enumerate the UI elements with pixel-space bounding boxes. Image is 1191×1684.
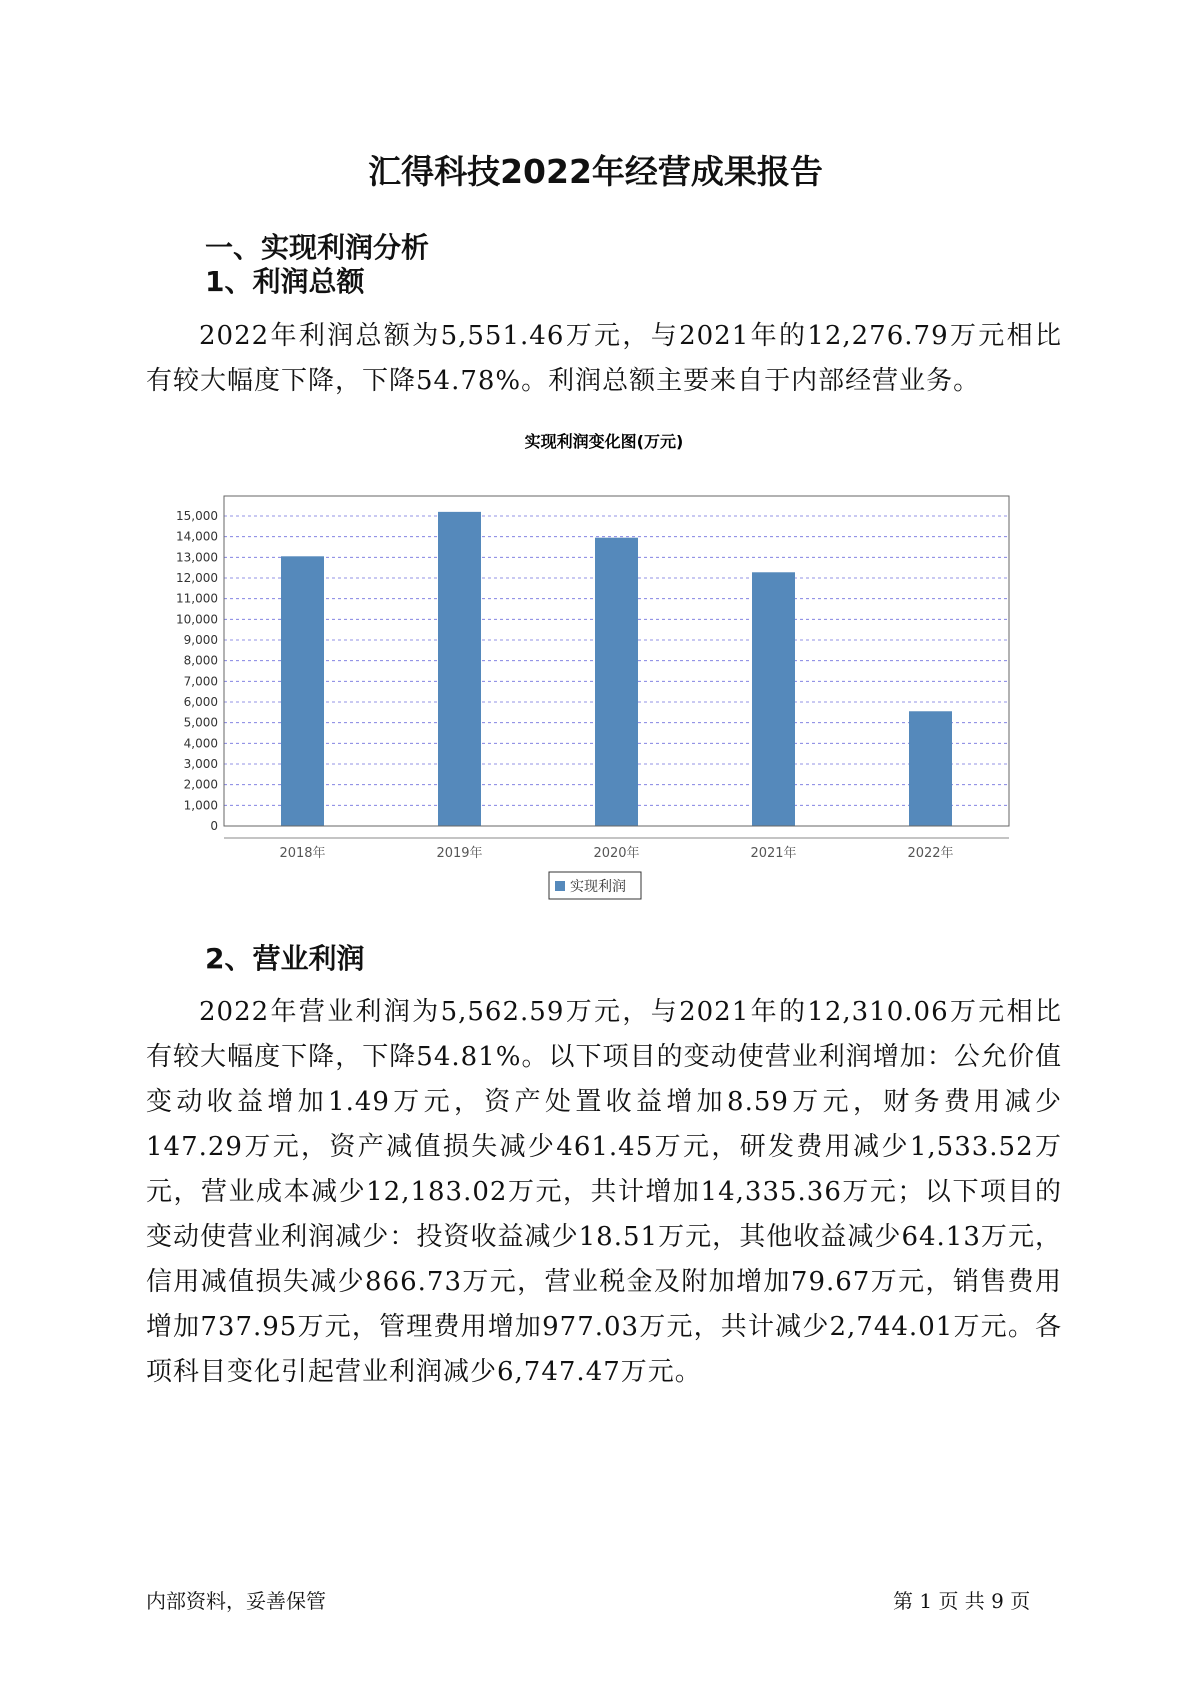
bar <box>281 556 324 826</box>
subsection-heading-total-profit: 1、利润总额 <box>205 265 365 298</box>
chart-bars <box>281 512 952 826</box>
x-tick-label: 2022年 <box>907 846 954 861</box>
y-tick-label: 5,000 <box>183 715 218 730</box>
footer-page-number: 第 1 页 共 9 页 <box>893 1589 1031 1613</box>
y-tick-label: 6,000 <box>183 695 218 709</box>
y-tick-label: 2,000 <box>183 777 218 792</box>
y-tick-label: 4,000 <box>183 736 218 751</box>
section-heading-profit-analysis: 一、实现利润分析 <box>205 231 430 264</box>
y-tick-label: 13,000 <box>176 550 218 565</box>
y-tick-label: 0 <box>210 819 218 833</box>
bar <box>438 512 481 826</box>
y-tick-label: 15,000 <box>176 509 218 523</box>
operating-profit-paragraph: 2022年营业利润为5,562.59万元，与2021年的12,310.06万元相比有较大幅度下降，下降54.81%。以下项目的变动使营业利润增加：公允价值变动收益增加1.49万元，资产处置收益增加8.59万元，财务费用减少147.29万元，资产减值损失减少461.45万元，研发费用减少1,533.52万元，营业成本减少12,183.02万元，共计增加14,335.36万元；以下项目的变动使营业利润减少：投资收益减少18.51万元，其他收益减少64.13万元，信用减值损失减少866.73万元，营业税金及附加增加79.67万元，销售费用增加737.95万元，管理费用增加977.03万元，共计减少2,744.01万元。各项科目变化引起营业利润减少6,747.47万元。 <box>146 997 1062 1387</box>
y-tick-label: 9,000 <box>183 633 218 647</box>
report-title: 汇得科技2022年经营成果报告 <box>368 152 823 191</box>
legend-label: 实现利润 <box>570 879 626 895</box>
y-tick-label: 11,000 <box>176 591 218 606</box>
y-tick-label: 1,000 <box>183 798 218 813</box>
y-tick-label: 14,000 <box>176 529 218 544</box>
footer-confidential-note: 内部资料，妥善保管 <box>146 1589 326 1613</box>
bar <box>595 538 638 826</box>
y-tick-label: 7,000 <box>183 674 218 689</box>
x-tick-label: 2020年 <box>593 846 640 861</box>
bar <box>909 711 952 826</box>
bar <box>752 572 795 826</box>
x-tick-label: 2021年 <box>750 846 797 861</box>
chart-title: 实现利润变化图(万元) <box>524 432 684 451</box>
legend-swatch <box>555 881 565 891</box>
chart-x-ticks <box>279 845 953 861</box>
y-tick-label: 10,000 <box>176 612 218 627</box>
total-profit-paragraph: 2022年利润总额为5,551.46万元，与2021年的12,276.79万元相比有较大幅度下降，下降54.78%。利润总额主要来自于内部经营业务。 <box>146 321 1062 396</box>
y-tick-label: 12,000 <box>176 571 218 585</box>
chart-legend <box>549 872 641 899</box>
x-tick-label: 2019年 <box>436 846 483 861</box>
chart-y-ticks <box>176 509 218 833</box>
x-tick-label: 2018年 <box>279 846 326 861</box>
subsection-heading-operating-profit: 2、营业利润 <box>205 942 365 975</box>
y-tick-label: 3,000 <box>183 757 218 771</box>
y-tick-label: 8,000 <box>183 653 218 668</box>
